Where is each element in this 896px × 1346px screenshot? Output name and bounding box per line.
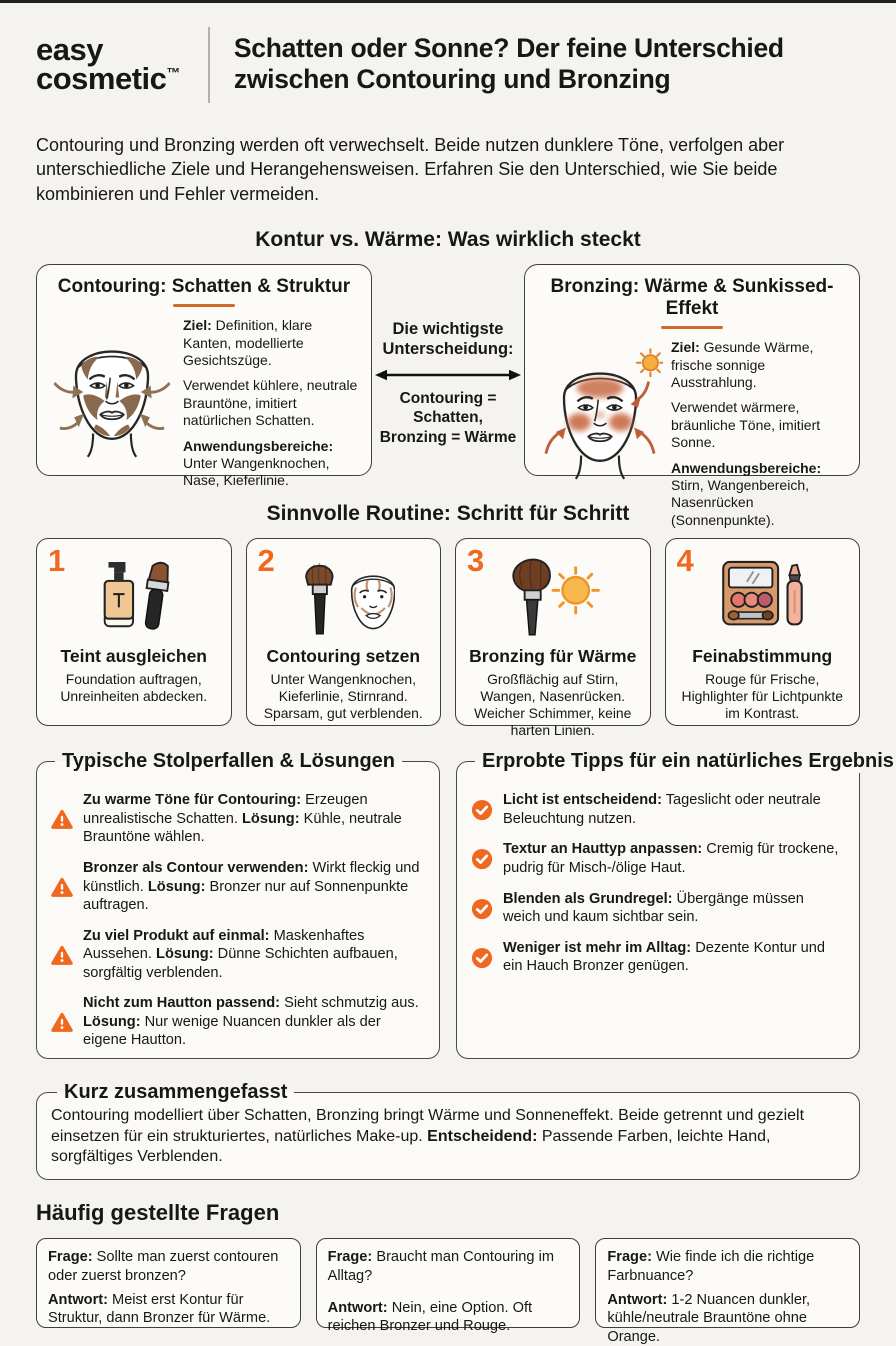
contouring-box-title: Contouring: Schatten & Struktur [57,276,351,298]
step-title: Feinabstimmung [692,646,833,667]
brush-and-contoured-face-icon [291,551,395,641]
step-description: Unter Wangenknochen, Kieferlinie, Stirnrand. Sparsam, gut verblenden. [263,671,423,722]
warning-triangle-icon [51,859,73,915]
contouring-tones: Verwendet kühlere, neutrale Brauntöne, imitiert natürlichen Schatten. [183,377,358,429]
step-description: Rouge für Frische, Highlighter für Lichtpunkte im Kontrast. [681,671,843,722]
orange-underline [661,326,723,329]
sun-icon [637,350,663,377]
bronzing-tones: Verwendet wärmere, bräunliche Töne, imitiert Sonne. [671,399,821,451]
top-border-strip [0,0,896,3]
logo-line1: easy [36,32,103,67]
summary-text: Contouring modelliert über Schatten, Bronzing bringt Wärme und Sonneneffekt. Beide getrennt und gezielt einsetzen für ein strukturiertes, natürliches Make-up. Entscheidend: Passende Farben, leichte Hand, sorgfältiges Verblenden. [51,1106,805,1166]
step-description: Großflächig auf Stirn, Wangen, Nasenrücken. Weicher Schimmer, keine harten Linien. [474,671,632,739]
tip-item: Blenden als Grundregel: Übergänge müssen weich und kaum sichtbar sein. [471,890,845,927]
pitfalls-title: Typische Stolperfallen & Lösungen [62,750,396,773]
step-number: 2 [257,543,275,579]
faq-question: Frage: Braucht man Contouring im Alltag? [327,1249,554,1284]
comparison-middle [372,264,524,476]
key-difference-label: Die wichtigste Unterscheidung: [382,320,514,359]
bronzing-goal: Ziel: Gesunde Wärme, frische sonnige Ausstrahlung. [671,339,814,391]
tip-item: Licht ist entscheidend: Tageslicht oder neutrale Beleuchtung nutzen. [471,791,845,828]
faq-card-1 [36,1238,301,1328]
summary-title: Kurz zusammengefasst [64,1080,288,1103]
routine-steps-row [36,538,860,739]
step-title: Contouring setzen [266,646,421,667]
orange-underline [173,304,235,307]
tips-panel [456,750,894,1058]
step-card-4 [665,538,861,726]
header [36,27,860,103]
bronzing-box-title: Bronzing: Wärme & Sunkissed-Effekt [550,276,834,320]
step-description: Foundation auftragen, Unreinheiten abdecken. [60,671,208,705]
pitfall-item: Zu viel Produkt auf einmal: Maskenhaftes Aussehen. Lösung: Dünne Schichten aufbauen, sorgfältig verblenden. [51,927,425,983]
check-circle-icon [471,890,493,927]
page-title: Schatten oder Sonne? Der feine Unterschied zwischen Contouring und Bronzing [233,33,784,94]
routine-heading: Sinnvolle Routine: Schritt für Schritt [266,502,630,526]
faq-answer: Antwort: Meist erst Kontur für Struktur, dann Bronzer für Wärme. [48,1291,271,1327]
bronzing-areas: Anwendungsbereiche: Stirn, Wangenbereich, Nasenrücken (Sonnenpunkte). [671,459,822,528]
comparison-heading: Kontur vs. Wärme: Was wirklich steckt [255,228,641,252]
faq-question: Frage: Wie finde ich die richtige Farbnuance? [607,1249,815,1284]
contouring-box [36,264,372,489]
pitfall-item: Nicht zum Hautton passend: Sieht schmutzig aus. Lösung: Nur wenige Nuancen dunkler als der eigene Hautton. [51,994,425,1050]
step-card-1 [36,538,232,726]
step-number: 1 [48,543,66,579]
trademark-symbol: ™ [166,65,180,82]
faq-row [36,1238,860,1345]
step-title: Bronzing für Wärme [469,646,637,667]
step-number: 4 [676,543,694,579]
bronzing-face-illustration [537,337,663,483]
foundation-bottle-and-brush-icon [82,551,186,641]
brush-and-sun-icon [501,551,605,641]
warning-triangle-icon [51,927,73,983]
pitfall-item: Zu warme Töne für Contouring: Erzeugen unrealistische Schatten. Lösung: Kühle, neutrale Brauntöne wählen. [51,791,425,847]
faq-answer: Antwort: 1-2 Nuancen dunkler, kühle/neutrale Brauntöne ohne Orange. [607,1291,811,1345]
faq-heading: Häufig gestellte Fragen [36,1200,280,1226]
bronzing-box [524,264,860,528]
intro-paragraph: Contouring und Bronzing werden oft verwechselt. Beide nutzen dunklere Töne, verfolgen aber unterschiedliche Ziele und Herangehensweisen. Erfahren Sie den Unterschied, wie Sie beide kombinieren und Fehler vermeiden. [36,135,785,204]
equation-text: Contouring = Schatten, Bronzing = Wärme [379,390,517,446]
pitfalls-and-tips-row [36,750,894,1058]
step-title: Teint ausgleichen [60,646,207,667]
warning-triangle-icon [51,791,73,847]
summary-box [36,1081,860,1180]
header-divider [208,27,210,103]
pitfalls-panel [36,750,440,1058]
brand-logo [36,27,180,97]
step-number: 3 [467,543,485,579]
faq-card-2 [316,1238,581,1335]
check-circle-icon [471,791,493,828]
double-headed-arrow-icon [373,367,523,383]
check-circle-icon [471,939,493,976]
palette-and-highlighter-icon [710,551,814,641]
pitfall-item: Bronzer als Contour verwenden: Wirkt fleckig und künstlich. Lösung: Bronzer nur auf Sonnenpunkte auftragen. [51,859,425,915]
step-card-3 [455,538,651,739]
warning-triangle-icon [51,994,73,1050]
contouring-face-illustration [49,315,175,461]
tip-item: Textur an Hauttyp anpassen: Cremig für trockene, pudrig für Misch-/ölige Haut. [471,840,845,877]
check-circle-icon [471,840,493,877]
contouring-goal: Ziel: Definition, klare Kanten, modellierte Gesichtszüge. [183,317,313,369]
faq-question: Frage: Sollte man zuerst contouren oder zuerst bronzen? [48,1249,279,1284]
step-card-2 [246,538,442,726]
logo-line2: cosmetic™ [36,61,180,97]
contouring-areas: Anwendungsbereiche: Unter Wangenknochen, Nase, Kieferlinie. [183,437,334,489]
faq-card-3 [595,1238,860,1345]
faq-answer: Antwort: Nein, eine Option. Oft reichen Bronzer und Rouge. [327,1299,533,1335]
tips-title: Erprobte Tipps für ein natürliches Ergebnis [482,750,894,773]
tip-item: Weniger ist mehr im Alltag: Dezente Kontur und ein Hauch Bronzer genügen. [471,939,845,976]
